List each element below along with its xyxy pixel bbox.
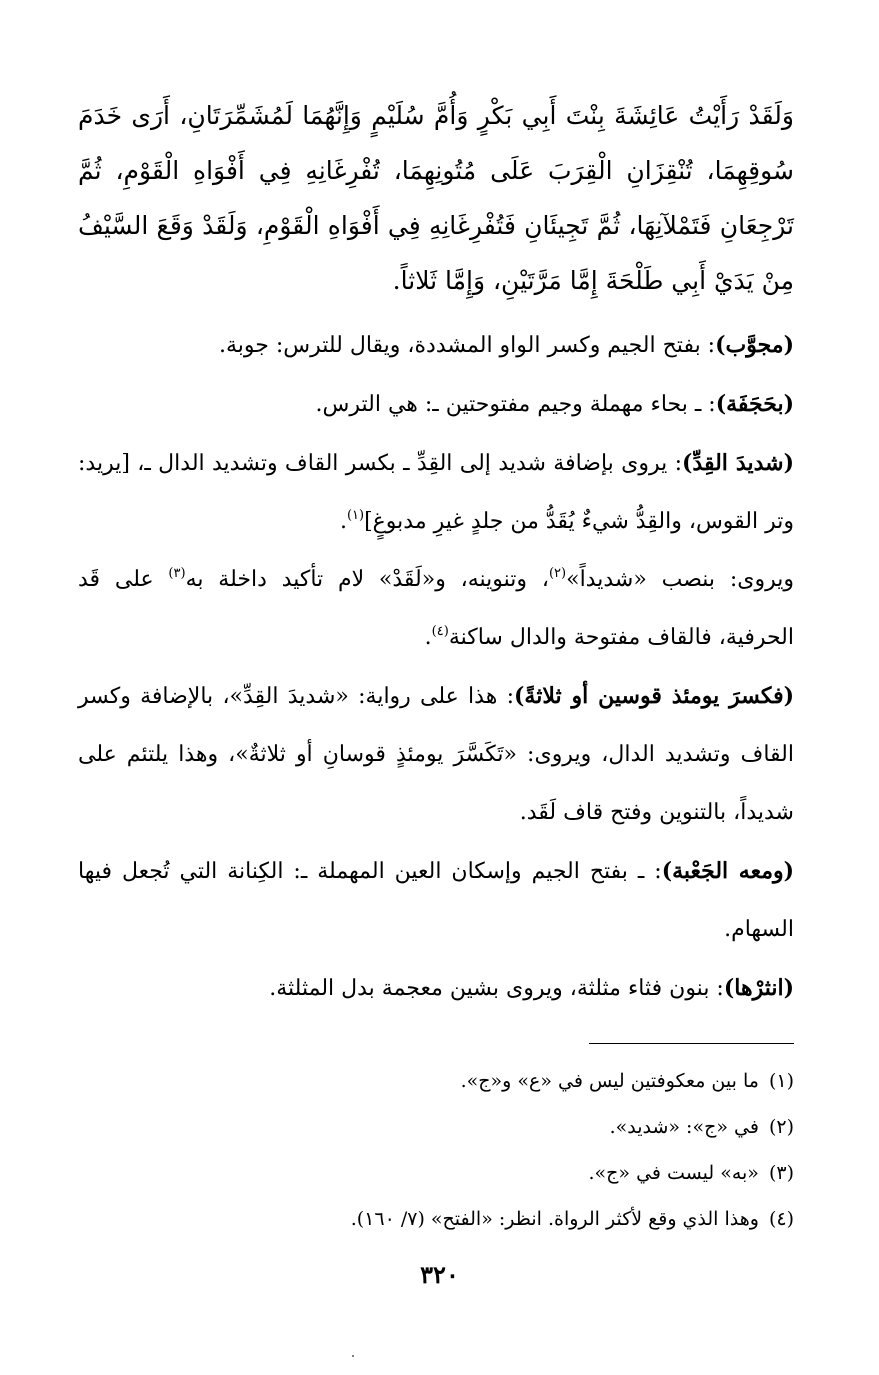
entry-shadid-alqidd [78, 434, 794, 551]
footnote-text: ما بين معكوفتين ليس في «ع» و«ج». [460, 1070, 759, 1092]
footnote-item [78, 1150, 794, 1196]
footnote-text: وهذا الذي وقع لأكثر الرواة. انظر: «الفتح» (٧/ ١٦٠). [350, 1208, 759, 1230]
entry-term: (ومعه الجَعْبة) [661, 858, 795, 884]
footnote-number: (٤) [768, 1208, 794, 1230]
hadith-text: وَلَقَدْ رَأَيْتُ عَائِشَةَ بِنْتَ أَبِي بَكْرٍ وَأُمَّ سُلَيْمٍ وَإِنَّهُمَا لَمُشَمِّرَتَانِ، أَرَى خَدَمَ سُوقِهِمَا، تُنْقِزَانِ الْقِرَبَ عَلَى مُتُونِهِمَا، تُفْرِغَانِهِ فِي أَفْوَاهِ الْقَوْمِ، ثُمَّ تَرْجِعَانِ فَتَمْلآنِهَا، ثُمَّ تَجِيئَانِ فَتُفْرِغَانِهِ فِي أَفْوَاهِ الْقَوْمِ، وَلَقَدْ وَقَعَ السَّيْفُ مِنْ يَدَيْ أَبِي طَلْحَةَ إِمَّا مَرَّتَيْنِ، وَإِمَّا ثَلاثاً. [78, 101, 794, 295]
entry-jaba [78, 842, 794, 959]
footnotes [78, 1058, 794, 1242]
footnote-ref: (٣) [168, 566, 186, 581]
entry-term: (شديدَ القِدِّ) [682, 450, 794, 476]
entry-mujawwab [78, 316, 794, 375]
entry-text: ويروى: بنصب «شديداً» [566, 567, 794, 592]
entry-text: : بفتح الجيم وكسر الواو المشددة، ويقال للترس: جوبة. [218, 333, 716, 358]
main-text [78, 88, 794, 1018]
entry-term: (بحَجَفَة) [715, 391, 794, 417]
entry-fakasara [78, 667, 794, 842]
entry-text: : هذا على رواية: «شديدَ القِدِّ»، بالإضافة وكسر القاف وتشديد الدال، ويروى: «تَكَسَّرَ يومئذٍ قوسانِ أو ثلاثةٌ»، وهذا يلتئم على شديداً، بالتنوين وفتح قاف لَقَد. [78, 684, 794, 825]
footnote-number: (١) [768, 1070, 794, 1092]
footnote-number: (٢) [768, 1116, 794, 1138]
entry-text: : يروى بإضافة شديد إلى القِدِّ ـ بكسر القاف وتشديد الدال ـ، [يريد: وتر القوس، والقِدُّ شيءٌ يُقَدُّ من جلدٍ غيرِ مدبوغٍ] [78, 451, 794, 534]
entry-text: : ـ بفتح الجيم وإسكان العين المهملة ـ: الكِنانة التي تُجعل فيها السهام. [78, 859, 794, 942]
entry-hajafa [78, 375, 794, 434]
footnote-text: في «ج»: «شديد». [609, 1116, 759, 1138]
entry-yurwa [78, 551, 794, 667]
footnote-text: «به» ليست في «ج». [588, 1162, 759, 1184]
footnote-ref: (٤) [431, 624, 449, 639]
entry-term: (فكسرَ يومئذ قوسين أو ثلاثةً) [514, 683, 794, 709]
entry-text: : بنون فثاء مثلثة، ويروى بشين معجمة بدل المثلثة. [269, 976, 724, 1001]
entry-text: ، وتنوينه، و«لَقَدْ» لام تأكيد داخلة به [185, 567, 549, 592]
entry-term: (انثرْها) [723, 975, 794, 1001]
footnote-item [78, 1196, 794, 1242]
scan-speck [352, 1355, 354, 1357]
footnote-ref: (٢) [548, 566, 567, 581]
footnote-ref: (١) [346, 508, 365, 523]
footnote-item [78, 1058, 794, 1104]
footnote-number: (٣) [768, 1162, 794, 1184]
entry-text: على قَد الحرفية، فالقاف مفتوحة والدال ساكنة [78, 567, 794, 650]
entry-unthurha [78, 959, 794, 1018]
footnote-item [78, 1104, 794, 1150]
entry-tail: . [339, 509, 347, 534]
page-number: ٣٢٠ [420, 1260, 459, 1289]
entry-text: : ـ بحاء مهملة وجيم مفتوحتين ـ: هي الترس. [315, 392, 716, 417]
footnote-divider [589, 1043, 794, 1044]
entry-tail: . [424, 625, 432, 650]
entry-term: (مجوَّب) [715, 332, 794, 358]
